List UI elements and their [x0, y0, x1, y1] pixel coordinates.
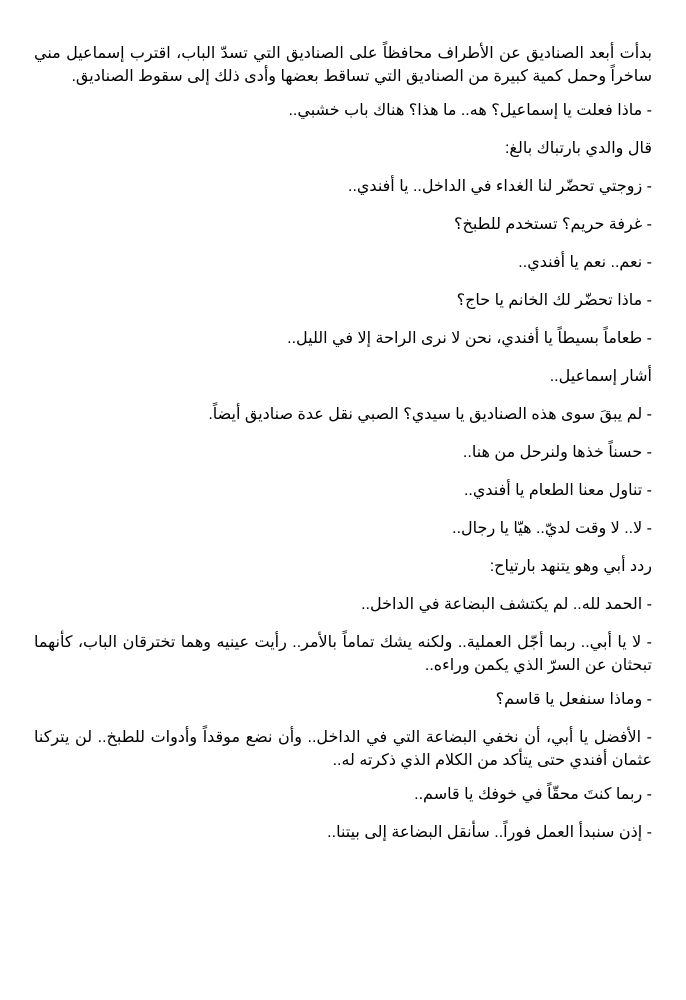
narration-line: قال والدي بارتباك بالغ: [504, 140, 652, 157]
dialogue-line: - ماذا تحضّر لك الخانم يا حاج؟ [456, 292, 652, 309]
dialogue-line: - غرفة حريم؟ تستخدم للطبخ؟ [454, 216, 652, 233]
dialogue-line: - تناول معنا الطعام يا أفندي.. [463, 482, 652, 499]
narration-line: أشار إسماعيل.. [549, 368, 652, 385]
dialogue-line: - ربما كنتَ محقّاً في خوفك يا قاسم.. [414, 786, 652, 803]
dialogue-line: - لا.. لا وقت لديّ.. هيّا يا رجال.. [452, 520, 652, 537]
dialogue-line: - نعم.. نعم يا أفندي.. [518, 254, 652, 271]
narration-line: ردد أبي وهو يتنهد بارتياح: [489, 558, 652, 575]
dialogue-line: - ماذا فعلت يا إسماعيل؟ هه.. ما هذا؟ هناك باب خشبي.. [288, 102, 652, 119]
dialogue-line: - طعاماً بسيطاً يا أفندي، نحن لا نرى الراحة إلا في الليل.. [287, 330, 652, 347]
dialogue-paragraph: - الأفضل يا أبي، أن نخفي البضاعة التي في الداخل.. وأن نضع موقداً وأدوات للطبخ.. لن يتركنا عثمان أفندي حتى يتأكد من الكلام الذي ذكرته له.. [34, 729, 652, 769]
dialogue-line: - لم يبقَ سوى هذه الصناديق يا سيدي؟ الصبي نقل عدة صناديق أيضاً. [208, 406, 652, 423]
dialogue-line: - زوجتي تحضّر لنا الغداء في الداخل.. يا أفندي.. [348, 178, 652, 195]
dialogue-line: - وماذا سنفعل يا قاسم؟ [495, 691, 652, 708]
narrative-paragraph: بدأت أبعد الصناديق عن الأطراف محافظاً على الصناديق التي تسدّ الباب، اقترب إسماعيل مني ساخراً وحمل كمية كبيرة من الصناديق التي تساقط بعضها وأدى ذلك إلى سقوط الصناديق. [34, 45, 652, 85]
dialogue-paragraph: - لا يا أبي.. ربما أجّل العملية.. ولكنه يشك تماماً بالأمر.. رأيت عينيه وهما تخترقان الباب، كأنهما تبحثان عن السرّ الذي يكمن وراءه.. [34, 634, 652, 674]
dialogue-line: - إذن سنبدأ العمل فوراً.. سأنقل البضاعة إلى بيتنا.. [327, 824, 652, 841]
dialogue-line: - الحمد لله.. لم يكتشف البضاعة في الداخل.. [361, 596, 652, 613]
dialogue-line: - حسناً خذها ولنرحل من هنا.. [462, 444, 652, 461]
document-page [34, 42, 652, 859]
